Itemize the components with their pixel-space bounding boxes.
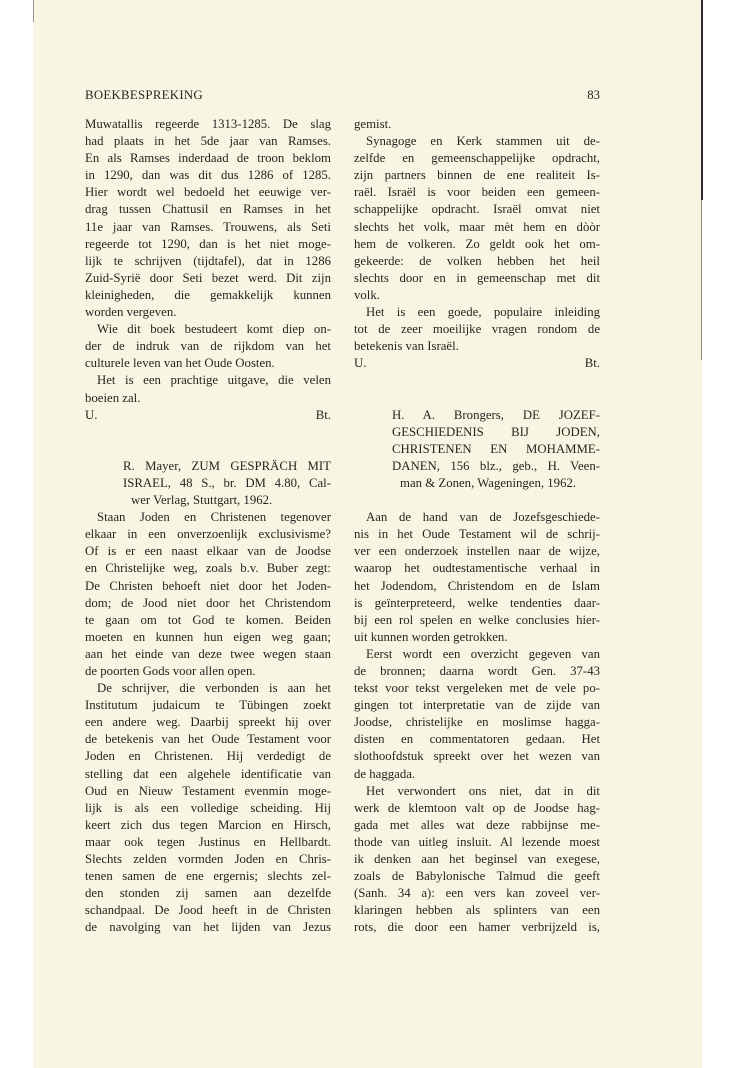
text-line: uit kunnen worden getrokken. [354,629,508,644]
text-line: schappelijke opdracht. Israël omvat niet [354,202,600,217]
text-line: GESCHIEDENIS BIJ JODEN, [392,424,600,439]
review-signature [354,355,600,372]
review-heading [354,407,600,492]
running-title: BOEKBESPREKING [85,88,203,102]
text-line: (Sanh. 34 a): een vers kan zoveel ver- [354,886,600,901]
text-line: dom; de Jood niet door het Christendom [85,595,331,610]
paragraph [354,116,600,133]
text-line: in 1290, dan was dit dus 1286 of 1285. [85,168,331,183]
text-line: een andere weg. Daarbij spreekt hij over [85,715,331,730]
text-line: stelling dat een algehele identificatie van [85,766,331,781]
right-column [354,116,600,937]
page-edge-right-faint [701,200,702,360]
paragraph [85,372,331,406]
paragraph [354,646,600,783]
text-line: drag tussen Chattusil en Ramses in het [85,202,331,217]
paragraph [85,509,331,680]
text-line: Het is een prachtige uitgave, die velen [97,373,331,388]
text-line: Slechts zelden vormden Joden en Chris- [85,852,331,867]
text-line: boeien zal. [85,390,141,405]
text-line: volk. [354,287,380,302]
text-line: En als Ramses inderdaad de troon beklom [85,151,331,166]
text-line: de betekenis van het Oude Testament voor [85,732,331,747]
text-line: zoals de Babylonische Talmud die geeft [354,869,600,884]
text-line: Eerst wordt een overzicht gegeven van [366,646,600,661]
signature-author: Bt. [584,356,600,371]
text-line: waarop het oudtestamentische verhaal in [354,561,600,576]
paragraph [85,116,331,321]
text-line: slechts door en in gemeenschap met dit [354,270,600,285]
text-line: slechts het volk, maar mèt hem en dòòr [354,219,600,234]
text-line: culturele leven van het Oude Oosten. [85,356,275,371]
text-line: maar ook tegen Justinus en Hellbardt. [85,834,331,849]
text-line: rots, die door een hamer verbrijzeld is, [354,920,600,935]
text-line: ver een onderzoek instellen naar de wijze, [354,544,600,559]
text-line: wer Verlag, Stuttgart, 1962. [131,493,273,508]
text-line: raël. Israël is voor beiden een gemeen- [354,185,600,200]
text-line: aan het einde van deze twee wegen staan [85,646,331,661]
text-line: De schrijver, die verbonden is aan het [97,681,331,696]
text-line: hem de volkeren. Zo geldt ook het om- [354,236,600,251]
text-line: zijn partners binnen de ene realiteit Is- [354,168,600,183]
text-line: man & Zonen, Wageningen, 1962. [400,475,577,490]
text-line: slothoofdstuk spreekt over het wezen van [354,749,600,764]
text-line: bij een rol spelen en welke conclusies hier- [354,612,600,627]
text-line: Joden en Christenen. Hij verdedigt de [85,749,331,764]
text-line: gekeerde: de volken hebben het heil [354,253,600,268]
text-line: lijk te schrijven (tijdtafel), dat in 1286 [85,253,331,268]
text-line: klaringen hebben als splinters van een [354,903,600,918]
page-edge-right [701,0,703,200]
text-line: Institutum judaicum te Tübingen zoekt [85,698,331,713]
text-line: thode van uitleg insluit. Al lezende moest [354,834,600,849]
running-header [85,87,600,104]
text-line: Staan Joden en Christenen tegenover [97,510,331,525]
text-line: zelfde en gemeenschappelijke opdracht, [354,151,600,166]
spacer [354,492,600,509]
text-line: tekst voor tekst vergeleken met de vele po- [354,681,600,696]
review-signature [85,407,331,424]
text-line: het Jodendom, Christendom en de Islam [354,578,600,593]
text-line: Muwatallis regeerde 1313-1285. De slag [85,117,331,131]
text-line: lijk is als een volledige scheiding. Hij [85,800,331,815]
text-line: betekenis van Israël. [354,339,459,354]
page-number: 83 [587,88,600,102]
text-line: de poorten Gods voor allen open. [85,664,256,678]
text-line: gemist. [354,117,392,131]
text-line: H. A. Brongers, DE JOZEF- [392,407,600,422]
spacer [354,372,600,406]
left-column [85,116,331,937]
text-line: gada met alles wat deze rabbijnse me- [354,817,600,832]
text-line: moeten en kunnen hun eigen weg gaan; [85,629,331,644]
text-line: elkaar in een onverzoenlijk exclusivisme? [85,527,331,542]
spacer [85,424,331,458]
paragraph [85,680,331,936]
text-line: DANEN, 156 blz., geb., H. Veen- [392,458,600,473]
text-line: Joodse, christelijke en moslimse hagga- [354,715,600,730]
text-line: Het verwondert ons niet, dat in dit [366,783,600,798]
paragraph [85,321,331,372]
text-line: ISRAEL, 48 S., br. DM 4.80, Cal- [123,475,331,490]
text-line: werk de klemtoon valt op de Joodse hag- [354,800,600,815]
text-line: had plaats in het 5de jaar van Ramses. [85,134,331,149]
text-line: kleinigheden, die gemakkelijk kunnen [85,287,331,302]
text-line: te gaan om tot God te komen. Beiden [85,612,331,627]
text-line: Of is er een naast elkaar van de Joodse [85,544,331,559]
text-line: de bronnen; daarna wordt Gen. 37-43 [354,664,600,678]
paragraph [354,133,600,304]
text-line: Synagoge en Kerk stammen uit de- [366,134,600,149]
text-line: schandpaal. De Jood heeft in de Christen [85,903,331,918]
paragraph [354,783,600,937]
text-line: ik denken aan het beginsel van exegese, [354,852,600,867]
signature-initial: U. [354,356,367,371]
text-line: worden vergeven. [85,305,177,320]
text-line: Hier wordt wel bedoeld het eeuwige ver- [85,185,331,200]
text-line: R. Mayer, ZUM GESPRÄCH MIT [123,458,331,473]
text-line: tenen samen de ene ergernis; slechts zel- [85,869,331,884]
text-line: Aan de hand van de Jozefsgeschiede- [366,510,600,525]
text-line: CHRISTENEN EN MOHAMME- [392,441,600,456]
paragraph [354,509,600,646]
text-line: 11e jaar van Ramses. Trouwens, als Seti [85,219,331,234]
text-line: Wie dit boek bestudeert komt diep on- [97,322,331,337]
text-line: Zuid-Syrië door Seti bezet werd. Dit zijn [85,270,331,285]
signature-initial: U. [85,407,98,422]
text-line: tot de zeer moeilijke vragen rondom de [354,322,600,337]
text-line: disten en commentatoren gedaan. Het [354,732,600,747]
text-line: Het is een goede, populaire inleiding [366,305,600,320]
text-line: De Christen behoeft niet door het Joden- [85,578,331,593]
text-line: keert zich dus tegen Marcion en Hirsch, [85,817,331,832]
text-line: gingen tot interpretatie van de zijde van [354,698,600,713]
text-line: regeerde tot 1290, dan is het niet moge- [85,236,331,251]
text-line: der de indruk van de rijkdom van het [85,339,331,354]
text-line: de navolging van het lijden van Jezus [85,920,331,935]
text-line: Oud en Nieuw Testament evenmin moge- [85,783,331,798]
signature-author: Bt. [315,407,331,422]
text-line: de haggada. [354,766,416,781]
paragraph [354,304,600,355]
text-line: den stonden zij samen aan dezelfde [85,886,331,901]
text-line: is geïnterpreteerd, welke tendenties daar- [354,595,600,610]
review-heading [85,458,331,509]
page-edge-left [33,0,34,22]
text-line: en Christelijke weg, zoals b.v. Buber zegt: [85,561,331,576]
text-line: nis in het Oude Testament wil de schrij- [354,527,600,542]
